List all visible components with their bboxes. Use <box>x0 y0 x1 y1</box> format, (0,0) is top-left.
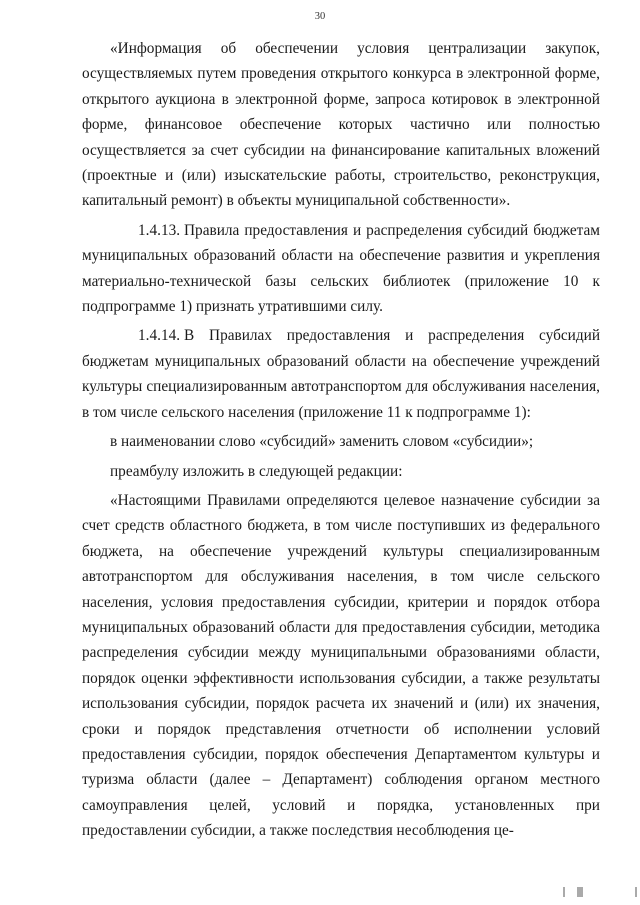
clause-text: Правила предоставления и распределения субсидий бюджетам муниципальных образований области на обеспечение развития и укрепления материально-технической базы сельских библиотек (приложение 10 к подпрограмме 1) признать утратившими силу. <box>82 221 600 316</box>
clause-number: 1.4.14. <box>138 327 181 345</box>
paragraph-name-change: в наименовании слово «субсидий» заменить словом «субсидии»; <box>110 433 534 451</box>
clause-text: В Правилах предоставления и распределения субсидий бюджетам муниципальных образований области на обеспечение учреждений культуры специализированным автотранспортом для обслуживания населения, в том числе сельского населения (приложение 11 к подпрограмме 1): <box>82 327 600 421</box>
paragraph-preamble-quote: «Настоящими Правилами определяются целевое назначение субсидии за счет средств областного бюджета, в том числе поступивших из федерального бюджета, на обеспечение учреждений культуры специализированным автотранспортом для обслуживания населения, в том числе сельского населения, условия предоставления субсидии, критерии и порядок отбора муниципальных образований области для предоставления субсидии, методика распределения субсидии между муниципальными образованиями области, порядок оценки эффективности использования субсидии, а также результаты использования субсидии, порядок расчета их значений и (или) их значения, сроки и порядок представления отчетности об исполнении условий предоставления субсидии, порядок обеспечения Департаментом культуры и туризма области (далее – Департамент) соблюдения органом местного самоуправления целей, условий и порядка, установленных при предоставлении субсидии, а также последствия несоблюдения це- <box>82 491 600 840</box>
paragraph-1-4-14 <box>82 323 600 425</box>
paragraph-info-quote: «Информация об обеспечении условия централизации закупок, осуществляемых путем проведения открытого конкурса в электронной форме, открытого аукциона в электронной форме, запроса котировок в электронной форме, финансовое обеспечение которых частично или полностью осуществляется за счет субсидии на финансирование капитальных вложений (проектные и (или) изыскательские работы, строительство, реконструкция, капитальный ремонт) в объекты муниципальной собственности». <box>82 40 600 210</box>
page-number: 30 <box>314 11 326 22</box>
clause-number: 1.4.13. <box>138 221 181 239</box>
scan-artifact-marks <box>560 885 640 905</box>
paragraph-1-4-13 <box>82 218 600 320</box>
document-body <box>82 36 600 844</box>
paragraph-preamble-intro: преамбулу изложить в следующей редакции: <box>110 462 403 480</box>
